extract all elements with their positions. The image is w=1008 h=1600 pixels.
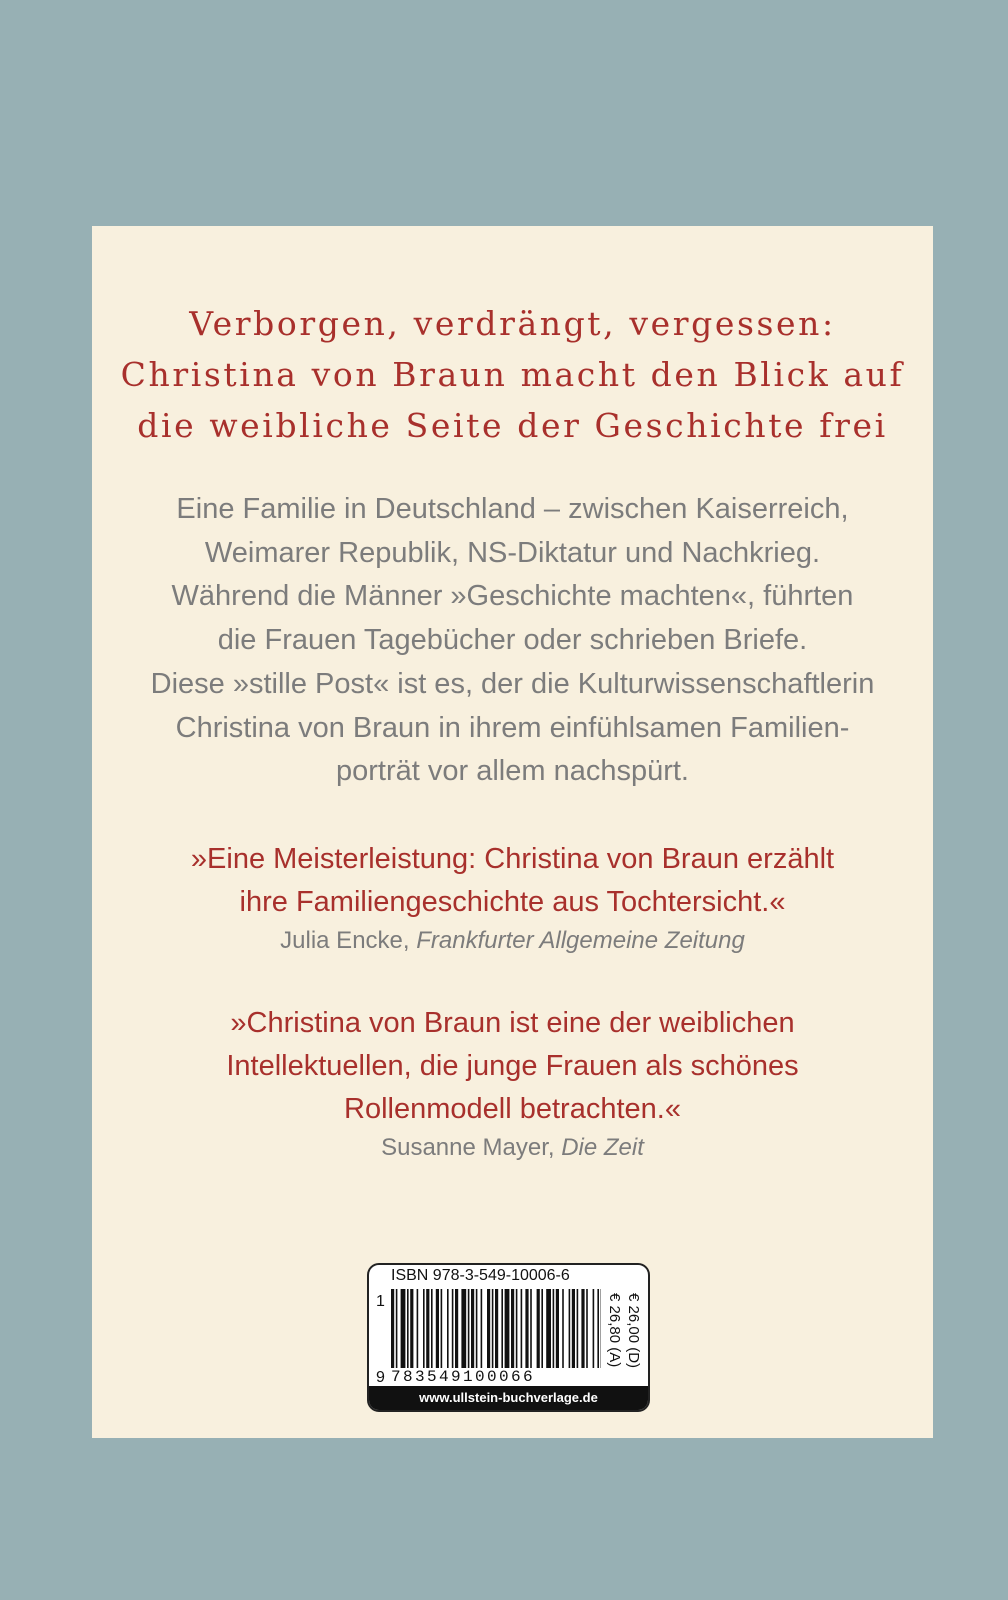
tagline-line: Christina von Braun macht den Blick auf — [120, 355, 905, 394]
back-cover-panel — [92, 226, 933, 1438]
barcode-bar — [471, 1289, 474, 1369]
barcode-bar — [593, 1289, 595, 1369]
barcode-bar — [426, 1289, 429, 1369]
barcode-bar — [521, 1289, 523, 1369]
quote-line: »Eine Meisterleistung: Christina von Braun erzählt — [190, 843, 835, 875]
barcode-bar — [447, 1289, 449, 1369]
barcode-bar — [569, 1289, 571, 1369]
barcode-bar — [417, 1289, 419, 1369]
blurb-line: Christina von Braun in ihrem einfühlsamen Familien- — [175, 711, 850, 744]
barcode-bar — [476, 1289, 478, 1369]
price-austria: € 26,80 (A) — [606, 1293, 623, 1368]
isbn-barcode-box — [367, 1263, 650, 1412]
barcode-bar — [461, 1289, 466, 1369]
tagline-line: Verborgen, verdrängt, vergessen: — [189, 304, 836, 343]
barcode-bar — [505, 1289, 510, 1369]
blurb-line: Diese »stille Post« ist es, der die Kulturwissenschaftlerin — [150, 667, 875, 700]
barcode-bar — [468, 1289, 470, 1369]
quote-source — [92, 924, 933, 958]
quote-publication: Die Zeit — [561, 1134, 644, 1161]
review-quote — [92, 838, 933, 958]
barcode-bar — [423, 1289, 425, 1369]
tagline-line: die weibliche Seite der Geschichte frei — [137, 406, 888, 445]
barcode-bar — [541, 1289, 543, 1369]
barcode-bar — [553, 1289, 555, 1369]
barcode-bar — [530, 1289, 532, 1369]
barcode-bar — [546, 1289, 551, 1369]
barcode-bar — [407, 1289, 409, 1369]
barcode-bar — [562, 1289, 564, 1369]
barcode-bar — [501, 1289, 503, 1369]
publisher-website: www.ullstein-buchverlage.de — [369, 1386, 648, 1410]
blurb-line: Während die Männer »Geschichte machten«, führten — [171, 580, 854, 613]
barcode-bar — [572, 1289, 575, 1369]
blurb-line: Eine Familie in Deutschland – zwischen Kaiserreich, — [176, 493, 849, 525]
barcode-digits: 783549100066 — [391, 1368, 601, 1386]
quote-line: Rollenmodell betrachten.« — [344, 1093, 681, 1125]
price-germany: € 26,00 (D) — [625, 1293, 642, 1369]
barcode-bar — [401, 1289, 406, 1369]
blurb — [92, 488, 933, 794]
review-quote — [92, 1002, 933, 1165]
quote-line: ihre Familiengeschichte aus Tochtersicht.« — [239, 886, 786, 918]
barcode-bar — [431, 1289, 433, 1369]
barcode-bar — [436, 1289, 439, 1369]
blurb-line: porträt vor allem nachspürt. — [336, 755, 689, 788]
barcode-lead-digit: 1 — [376, 1293, 385, 1310]
barcode-bar — [452, 1289, 454, 1369]
quote-line: Intellektuellen, die junge Frauen als schönes — [226, 1050, 799, 1082]
barcode-bar — [455, 1289, 458, 1369]
barcode-bar — [511, 1289, 514, 1369]
barcode-bar — [586, 1289, 588, 1369]
isbn-label: ISBN 978-3-549-10006-6 — [391, 1267, 570, 1284]
quote-publication: Frankfurter Allgemeine Zeitung — [416, 927, 745, 954]
barcode-bar — [410, 1289, 413, 1369]
quote-author: Susanne Mayer, — [381, 1134, 562, 1161]
barcode-bar — [577, 1289, 579, 1369]
quote-line: »Christina von Braun ist eine der weiblichen — [230, 1007, 795, 1039]
barcode-bar — [525, 1289, 528, 1369]
barcode-bar — [537, 1289, 540, 1369]
barcode-bar — [581, 1289, 584, 1369]
blurb-line: die Frauen Tagebücher oder schrieben Briefe. — [217, 624, 808, 657]
barcode-bar — [441, 1289, 443, 1369]
barcode-lead-digit: 9 — [376, 1369, 385, 1386]
barcode-bar — [556, 1289, 559, 1369]
quote-source — [92, 1131, 933, 1165]
barcode-bar — [481, 1289, 483, 1369]
barcode-bar — [487, 1289, 490, 1369]
blurb-line: Weimarer Republik, NS-Diktatur und Nachkrieg. — [204, 536, 821, 569]
price-block — [606, 1291, 646, 1381]
quote-author: Julia Encke, — [280, 927, 417, 954]
barcode-bar — [516, 1289, 518, 1369]
tagline — [92, 298, 933, 451]
